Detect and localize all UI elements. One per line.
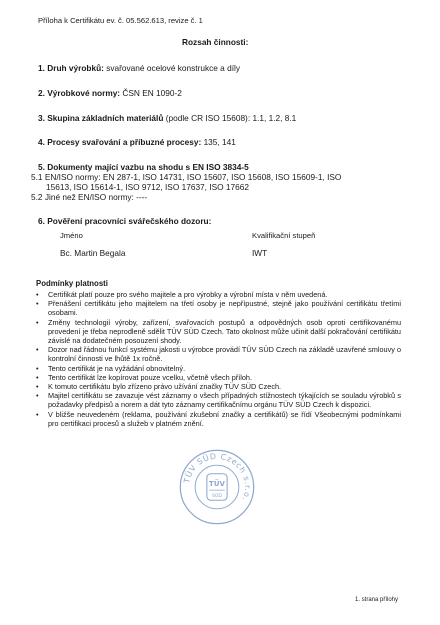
condition-item: • Certifikát platí pouze pro svého majitele a pro výrobky a výrobní místa v něm uvedená. [36,290,401,299]
page-title: Rozsah činnosti: [182,37,249,47]
condition-item: • Majitel certifikátu se zavazuje vést záznamy o všech případných stížnostech týkajících se souladu výrobků s požadavky předpisů a norem a dát tyto záznamy certifikačnímu orgánu TÜV SÜD Czech k dispozici. [36,391,401,409]
section-3-paren: (podle CR ISO 15608): [165,113,251,123]
section-2-value: ČSN EN 1090-2 [122,88,182,98]
section-3-value: 1.1, 1.2, 8.1 [252,113,297,123]
condition-item: • Tento certifikát lze kopírovat pouze vcelku, včetně všech příloh. [36,373,401,382]
section-2-label: 2. Výrobkové normy: [38,88,121,98]
condition-item: • Tento certifikát je na vyžádání obnovitelný. [36,364,401,373]
stamp-ring-text: TÜV SÜD Czech s.r.o. [182,451,253,503]
supervisor-level: IWT [252,248,268,258]
section-4-value: 135, 141 [203,137,236,147]
supervisor-name: Bc. Martin Begala [60,248,126,258]
page-footer: 1. strana přílohy [355,597,399,603]
conditions-title: Podmínky platnosti [36,279,108,288]
condition-item: • Změny technologií výroby, zařízení, svařovacích postupů a odpovědných osob oproti certifikovanému provedení je třeba neprodleně sdělit TÜV SÜD Czech. Tato okolnost může učinit další pokračování certifikátu závislé na dodatečném posouzení shody. [36,318,401,346]
section-3 [38,113,296,123]
condition-item: • Přenášení certifikátu jeho majitelem na třetí osoby je nepřípustné, stejně jako používání certifikátu třetími osobami. [36,299,401,317]
document-header: Příloha k Certifikátu ev. č. 05.562.613, revize č. 1 [38,16,203,25]
section-5-label: 5. Dokumenty mající vazbu na shodu s EN ISO 3834-5 [38,162,249,172]
section-1 [38,63,240,73]
condition-item: • V bližše neuvedeném (reklama, používání zkušební značky a certifikátů) se řídí Všeobecnými podmínkami pro certifikaci procesů a služeb v platném znění. [36,410,401,428]
column-name-header: Jméno [60,231,83,240]
section-5-line-2: 15613, ISO 15614-1, ISO 9712, ISO 17637, ISO 17662 [46,182,249,192]
condition-item: • K tomuto certifikátu bylo zřízeno právo užívání značky TÜV SÜD Czech. [36,382,401,391]
section-2 [38,88,182,98]
section-1-label: 1. Druh výrobků: [38,63,104,73]
certification-stamp-icon [178,448,256,526]
section-1-value: svařované ocelové konstrukce a díly [106,63,240,73]
section-5-line-3: 5.2 Jiné než EN/ISO normy: ---- [31,192,148,202]
section-4-label: 4. Procesy svařování a příbuzné procesy: [38,137,202,147]
section-6-label: 6. Pověření pracovníci svářečského dozoru: [38,216,212,226]
stamp-mark-bottom: SÜD [212,494,222,500]
conditions-list [36,290,401,428]
section-3-label: 3. Skupina základních materiálů [38,113,164,123]
stamp-mark-top: TÜV [209,479,225,489]
section-5-line-1: 5.1 EN/ISO normy: EN 287-1, ISO 14731, ISO 15607, ISO 15608, ISO 15609-1, ISO [31,172,342,182]
section-4 [38,137,236,147]
column-level-header: Kvalifikační stupeň [252,231,316,240]
condition-item: • Dozor nad řádnou funkcí systému jakosti u výrobce provádí TÜV SÜD Czech na základě uzavřené smlouvy o kontrolní činnosti ve lhůtě 1x ročně. [36,345,401,363]
